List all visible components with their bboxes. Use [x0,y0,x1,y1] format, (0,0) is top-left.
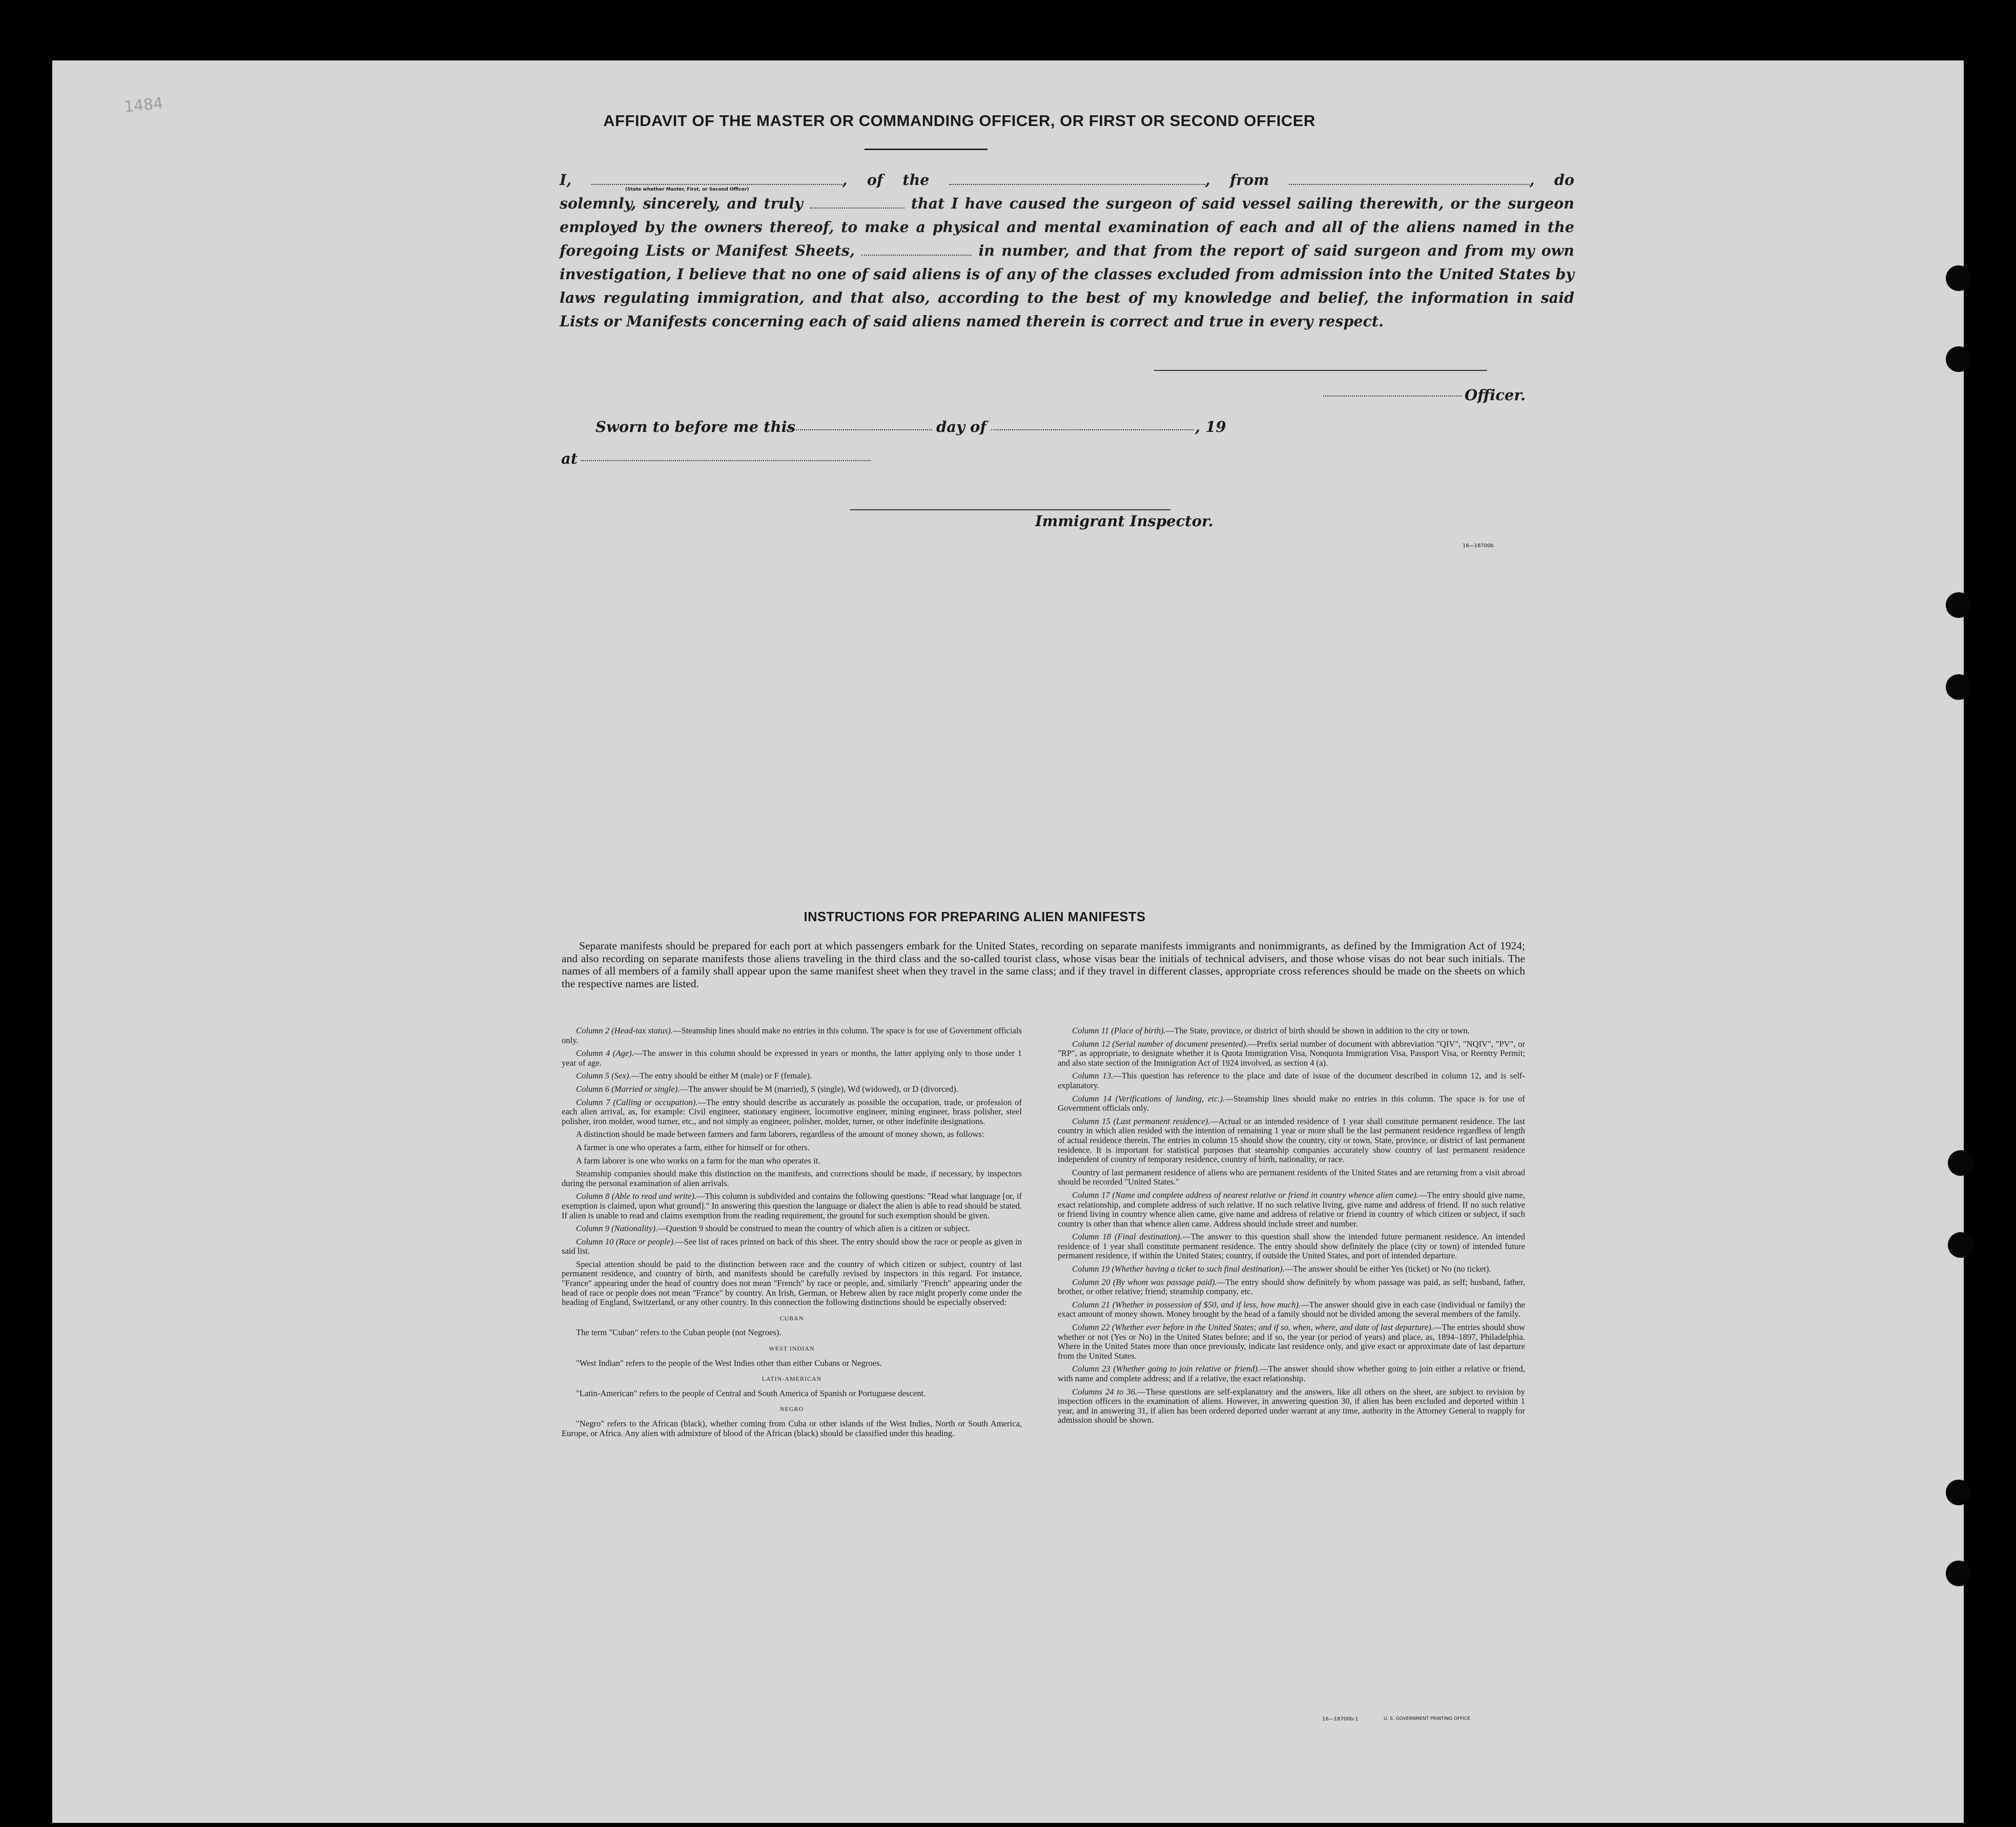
oath-field[interactable] [810,196,904,209]
rank-hint: (State whether Master, First, or Second Officer) [625,187,749,192]
inspector-signature-line[interactable] [850,509,1170,510]
column-caption: Column 10 (Race or people). [576,1236,676,1247]
day-of-label: day of [936,418,986,435]
pencil-note: 1484 [123,94,164,116]
instruction-paragraph [1058,1191,1525,1229]
instruction-text: —The answer to this question shall show the intended future permanent residence. An intended residence of 1 year shall constitute permanent residence. The entry should show definitely the place (city or town) of intended future permanent residence, if within the United States; country, if outside the United States, and port of intended departure. [1058,1232,1525,1261]
instruction-text: A farmer is one who operates a farm, either for himself or for others. [576,1142,810,1152]
instruction-paragraph [1058,1071,1525,1090]
column-caption: Column 6 (Married or single). [576,1084,680,1094]
sworn-label: Sworn to before me this [595,418,795,435]
officer-name-field[interactable] [1323,396,1462,397]
instruction-text: —The State, province, or district of birth should be shown in addition to the city or town. [1165,1026,1470,1035]
column-caption: Column 7 (Calling or occupation). [576,1097,698,1107]
instruction-paragraph [562,1260,1022,1307]
officer-signature-line[interactable] [1154,370,1487,371]
officer-rank-field[interactable] [591,173,842,185]
instruction-paragraph [562,1237,1022,1256]
footer-printer: U. S. GOVERNMENT PRINTING OFFICE [1384,1716,1470,1721]
column-caption: Column 17 (Name and complete address of nearest relative or friend in country whence alien came). [1072,1190,1418,1200]
instruction-text: —Steamship lines should make no entries in this column. The space is for use of Government officials only. [562,1026,1022,1045]
instructions-intro: Separate manifests should be prepared for each port at which passengers embark for the United States, recording on separate manifests immigrants and nonimmigrants, as defined by the Immigration Act of 1924; and also recording on separate manifests those aliens traveling in the third class and the so-called tourist class, whose visas bear the initials of technical advisers, and those whose visas do not bear such initials. The names of all members of a family shall appear upon the same manifest sheet when they travel in the same class; and if they travel in different classes, appropriate cross references should be made on the sheets on which the respective names are listed. [562,940,1525,990]
punch-hole [1948,1232,1973,1258]
instruction-paragraph [562,1049,1022,1068]
punch-hole [1946,1561,1971,1586]
instruction-paragraph [1058,1278,1525,1297]
section-heading: LATIN-AMERICAN [762,1375,822,1383]
instruction-text: —Question 9 should be construed to mean the country of which alien is a citizen or subject. [657,1223,970,1234]
instruction-paragraph [562,1359,1022,1368]
instruction-paragraph [1058,1040,1525,1068]
instruction-text: Country of last permanent residence of aliens who are permanent residents of the United States and are returning from a visit abroad should be recorded "United States." [1058,1167,1525,1187]
instruction-text: Steamship companies should make this distinction on the manifests, and corrections should be made, if necessary, by inspectors during the personal examination of alien arrivals. [562,1169,1022,1188]
column-caption: Column 8 (Able to read and write). [576,1191,696,1201]
instruction-text: —The entries should show whether or not (Yes or No) in the United States before; and if so, the year (or period of years) and place, as, 1894–1897, Philadelphia. Where in the United States more than once previously, indicate last residence only, and give exact or approximate date of last departure from the United States. [1058,1322,1525,1361]
place-field[interactable] [581,460,871,461]
section-heading: WEST INDIAN [769,1345,815,1353]
instruction-paragraph [562,1071,1022,1081]
instruction-paragraph [562,1026,1022,1045]
column-caption: Column 2 (Head-tax status). [576,1026,673,1035]
instructions-right-column [1058,1026,1525,1429]
instruction-text: —See list of races printed on back of this sheet. The entry should show the race or people as given in said list. [562,1236,1022,1256]
column-caption: Column 5 (Sex). [576,1071,631,1081]
instruction-text: "West Indian" refers to the people of the West Indies other than either Cubans or Negroes. [576,1358,882,1368]
punch-hole [1948,1150,1973,1176]
affidavit-line-3: employed by the owners thereof, to make a physical and mental examination of each and all of the aliens named in the [560,218,1574,236]
instruction-paragraph [562,1156,1022,1166]
instruction-text: —The answer should be either Yes (ticket) or No (no ticket). [1284,1264,1491,1274]
punch-hole [1946,1480,1971,1505]
column-caption: Column 4 (Age). [576,1048,634,1058]
instruction-text: —Steamship lines should make no entries in this column. The space is for use of Government officials only. [1058,1093,1525,1113]
instruction-text: A farm laborer is one who works on a farm for the man who operates it. [576,1155,820,1166]
instruction-paragraph [1058,1264,1525,1274]
instruction-text: —This question has reference to the place and date of issue of the document described in column 12, and is self-explanatory. [1058,1071,1525,1090]
instruction-paragraph [562,1389,1022,1399]
instruction-paragraph [562,1130,1022,1139]
instruction-text: "Negro" refers to the African (black), whether coming from Cuba or other islands of the West Indies, North or South America, Europe, or Africa. Any alien with admixture of blood of the African (black) should be classified under this heading. [562,1419,1022,1438]
punch-hole [1946,346,1971,372]
instruction-paragraph [1058,1387,1525,1425]
column-caption: Column 20 (By whom was passage paid). [1072,1277,1217,1287]
instruction-paragraph [562,1143,1022,1153]
instruction-paragraph [562,1098,1022,1127]
column-caption: Column 15 (Last permanent residence). [1072,1116,1210,1126]
column-caption: Column 9 (Nationality). [576,1223,658,1234]
officer-label: Officer. [1465,386,1526,404]
instruction-paragraph [562,1328,1022,1338]
column-caption: Columns 24 to 36. [1072,1386,1138,1397]
instruction-text: —The answer should show whether going to join either a relative or friend, with name and complete address; and if a relative, the exact relationship. [1058,1364,1525,1383]
instruction-paragraph [562,1192,1022,1220]
instruction-paragraph [562,1419,1022,1438]
affidavit-line-1: I, , of the , from , do [560,171,1574,189]
section-heading: NEGRO [779,1405,804,1413]
instruction-paragraph [562,1224,1022,1234]
sheet-count-field[interactable] [861,243,972,256]
instruction-text: —Actual or an intended residence of 1 year shall constitute permanent residence. The last country in which alien resided with the intention of remaining 1 year or more shall be the last permanent residence regardless of length of actual residence therein. The entries in column 15 should show the country, city or town, State, province, or district of last permanent residence. It is important for statistical purposes that steamship companies accurately show country of last permanent residence independent of country of temporary residence, country of birth, nationality, or race. [1058,1116,1525,1165]
instruction-text: —This column is subdivided and contains the following questions: "Read what language [or, if exemption is claimed, upon what ground]." In answering this question the language or dialect the alien is able to read should be stated. If alien is unable to read and claims exemption from the reading requirement, the ground for such exemption should be given. [562,1191,1022,1220]
column-caption: Column 11 (Place of birth). [1072,1026,1166,1035]
at-label: at [561,450,578,467]
title-rule [865,149,988,150]
affidavit-line-4: foregoing Lists or Manifest Sheets, in number, and that from the report of said surgeon and from my own [560,242,1574,259]
section-heading: CUBAN [779,1314,804,1322]
instruction-text: —The entry should give name, exact relationship, and complete address of such relative. If no such relative living, give name and address of friend. If no such relative or friend living in country whence alien came, give name and address of relative or friend in country of which citizen or subject, if such country is other than that whence alien came. Address should include street and number. [1058,1190,1525,1229]
inspector-label: Immigrant Inspector. [1035,512,1213,530]
instructions-left-column [562,1026,1022,1442]
instructions-title: INSTRUCTIONS FOR PREPARING ALIEN MANIFESTS [804,910,1146,924]
instruction-text: A distinction should be made between farmers and farm laborers, regardless of the amount of money shown, as follows: [576,1129,984,1139]
sworn-month-field[interactable] [991,429,1194,430]
instruction-paragraph [1058,1026,1525,1036]
punch-hole [1946,592,1971,618]
column-caption: Column 22 (Whether ever before in the United States; and if so, when, where, and date of last departure). [1072,1322,1433,1333]
instruction-text: —The answer should be M (married), S (single), Wd (widowed), or D (divorced). [680,1084,958,1094]
punch-hole [1946,265,1971,291]
form-number: 16—18700b [1463,543,1494,549]
instruction-paragraph [1058,1300,1525,1319]
instruction-paragraph [562,1169,1022,1188]
column-caption: Column 19 (Whether having a ticket to such final destination). [1072,1264,1285,1274]
form-sheet [52,60,1964,1823]
vessel-name-field[interactable] [949,173,1205,185]
affidavit-body [560,168,1574,333]
year-label: , 19 [1195,418,1226,435]
affidavit-line-2: solemnly, sincerely, and truly that I have caused the surgeon of said vessel sailing therewith, or the surgeon [560,195,1574,212]
instruction-text: —The entry should describe as accurately as possible the occupation, trade, or profession of each alien arrival, as, for example: Civil engineer, stationary engineer, locomotive engineer, mining engineer, brass polisher, steel polisher, iron molder, wood turner, etc., and not simply as engineer, polisher, molder, turner, or other indefinite designations. [562,1097,1022,1126]
column-caption: Column 21 (Whether in possession of $50, and if less, how much). [1072,1299,1301,1310]
instruction-text: "Latin-American" refers to the people of Central and South America of Spanish or Portuguese descent. [576,1388,926,1398]
column-caption: Column 12 (Serial number of document presented). [1072,1039,1248,1049]
affidavit-line-5: investigation, I believe that no one of said aliens is of any of the classes excluded from admission into the United States by [560,265,1574,283]
column-caption: Column 23 (Whether going to join relative or friend). [1072,1364,1260,1374]
instruction-text: —The answer should give in each case (individual or family) the exact amount of money shown. Money brought by the head of a family should not be divided among the several members of the family. [1058,1299,1525,1319]
instruction-paragraph [1058,1117,1525,1165]
column-caption: Column 18 (Final destination). [1072,1232,1182,1242]
instruction-text: The term "Cuban" refers to the Cuban people (not Negroes). [576,1327,781,1338]
sworn-day-field[interactable] [786,429,932,430]
instruction-paragraph [1058,1323,1525,1361]
instruction-text: —The answer in this column should be expressed in years or months, the latter applying only to those under 1 year of age. [562,1048,1022,1068]
footer-form-number: 16—18700b-1 [1322,1716,1359,1722]
punch-hole [1946,674,1971,700]
column-caption: Column 14 (Verifications of landing, etc.). [1072,1093,1225,1104]
affidavit-title: AFFIDAVIT OF THE MASTER OR COMMANDING OFFICER, OR FIRST OR SECOND OFFICER [603,112,1315,130]
instruction-paragraph [1058,1232,1525,1261]
instruction-text: —These questions are self-explanatory and the answers, like all others on the sheet, are subject to revision by inspection officers in the examination of aliens. However, in answering question 30, if alien has been excluded and deported within 1 year, and in answering 31, if alien has been ordered deported under warrant at any time, authority in the Attorney General to reapply for admission should be shown. [1058,1386,1525,1425]
affidavit-line-7: Lists or Manifests concerning each of said aliens named therein is correct and true in every respect. [560,313,1384,330]
instruction-paragraph [562,1085,1022,1094]
instruction-text: —The entry should be either M (male) or F (female). [631,1071,812,1081]
column-caption: Column 13. [1072,1071,1114,1081]
affidavit-line-6: laws regulating immigration, and that also, according to the best of my knowledge and belief, the information in said [560,289,1574,306]
instruction-text: Special attention should be paid to the distinction between race and the country of which citizen or subject, country of last permanent residence, and country of birth, and manifests should be carefully revised by inspectors in this regard. For instance, "France" appearing under the head of country does not mean "French" by race or people, and, similarly "French" appearing under the head of race or people does not mean "France" by country. An Irish, German, or Hebrew alien by race might properly come under the heading of England, Switzerland, or any other country. In this connection the following distinctions should be especially observed: [562,1259,1022,1307]
instruction-paragraph [1058,1364,1525,1383]
from-port-field[interactable] [1289,173,1530,185]
instruction-text: —Prefix serial number of document with abbreviation "QIV", "NQIV", "PV", or "RP", as appropriate, to designate whether it is Quota Immigration Visa, Nonquota Immigration Visa, Passport Visa, or Reentry Permit; and also state section of the Immigration Act of 1924 involved, as section 4 (a). [1058,1039,1526,1068]
instruction-paragraph [1058,1168,1525,1187]
instruction-text: —The entry should show definitely by whom passage was paid, as self; husband, father, brother, or other relative; friend; steamship company, etc. [1058,1277,1525,1297]
instruction-paragraph [1058,1094,1525,1113]
